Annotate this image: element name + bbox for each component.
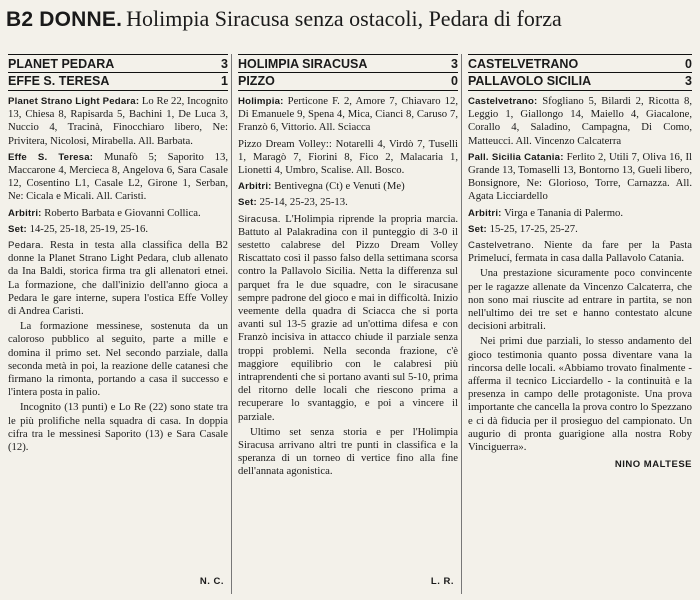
scoreboard (238, 54, 458, 91)
lineup-text: Sfogliano 5, Bilardi 2, Ricotta 8, Leggio 1, Giallongo 14, Maiello 4, Giacalone, Corallo 4, Saladino, Campagna, Di Como, Matteucci. All. Vincenzo Calcaterra (468, 95, 692, 147)
lineup-home (8, 95, 228, 148)
set-label: Set: (238, 197, 257, 209)
scoreboard (8, 54, 228, 91)
team-score: 0 (685, 57, 692, 71)
lineup-label: Pall. Sicilia Catania: (468, 151, 564, 163)
set-label: Set: (468, 223, 487, 235)
lineup-text: Perticone F. 2, Amore 7, Chiavaro 12, Di Emanuele 9, Spena 4, Mica, Cianci 8, Caruso 7, Franzò 6, Vittorio. All. Sciacca (238, 95, 458, 134)
article-paragraph (8, 239, 228, 318)
team-score: 3 (451, 57, 458, 71)
set-label: Set: (8, 223, 27, 235)
article-paragraph: Nei primi due parziali, lo stesso andamento del gioco testimonia quanto possa diventare vana la rincorsa delle locali. «Abbiamo trovato finalmente - afferma il tecnico Licciardello - la continuità e la presenza in campo delle protagoniste. Una prova importante che cancella la prova contro lo Spezzano e ci dà fiducia per il prosieguo del campionato. Un augurio di pronta guarigione alla nostra Roby Vinciguerra». (468, 335, 692, 454)
set-scores (8, 223, 228, 236)
paragraph-text: Resta in testa alla classifica della B2 donne la Planet Strano Light Pedara, club allenato da Ina Baldi, storica firma tra gli allenatori etnei. La formazione, che dall'inizio dell'anno gioca a Pedara le gare interne, supera l'ostica Effe Volley di Andrea Caristi. (8, 239, 228, 318)
article-paragraph: La formazione messinese, sostenuta da un caloroso pubblico al seguito, parte a mille e domina il primo set. Nel secondo parziale, dalla seconda metà in poi, la reazione delle catanesi che firmano la rimonta, portando a casa il successo e l'intera posta in palio. (8, 320, 228, 399)
article-paragraph (468, 239, 692, 265)
team-score: 0 (451, 74, 458, 88)
lineup-text: Pizzo Dream Volley:: Notarelli 4, Virdò 7, Tuselli 1, Maragò 7, Fiorini 8, Fico 2, Malacaria 1, Lionetti 4, Umbro, Scalise. All. Bosco. (238, 137, 458, 177)
referees-label: Arbitri: (468, 207, 502, 219)
section-tag: B2 DONNE. (6, 8, 123, 31)
referees-label: Arbitri: (8, 207, 42, 219)
scoreboard-row (8, 72, 228, 89)
referees (8, 207, 228, 220)
set-text: 14-25, 25-18, 25-19, 25-16. (29, 222, 149, 235)
scoreboard-row (468, 72, 692, 89)
team-score: 1 (221, 74, 228, 88)
lineup-label: Castelvetrano: (468, 96, 538, 107)
team-name: HOLIMPIA SIRACUSA (238, 57, 368, 71)
set-text: 15-25, 17-25, 25-27. (489, 222, 578, 235)
lineup-home (238, 95, 458, 135)
referees (238, 180, 458, 193)
lineup-away (8, 151, 228, 204)
referees-text: Bentivegna (Ct) e Venuti (Me) (274, 180, 405, 193)
scoreboard-row (238, 56, 458, 72)
team-name: EFFE S. TERESA (8, 74, 110, 88)
scoreboard (468, 54, 692, 91)
article-paragraph: Ultimo set senza storia e per l'Holimpia Siracusa arrivano altri tre punti in classifica e la speranza di un torneo di vertice fino alla fine dell'annata agonistica. (238, 425, 458, 478)
column-divider (231, 54, 232, 594)
lineup-home (468, 95, 692, 148)
article-column-pedara (8, 54, 228, 594)
set-scores (238, 196, 458, 209)
team-score: 3 (221, 57, 228, 71)
referees-text: Roberto Barbata e Giovanni Collica. (44, 206, 201, 219)
author-signature: N. C. (199, 575, 224, 587)
author-signature: NINO MALTESE (614, 459, 692, 471)
team-name: PALLAVOLO SICILIA (468, 74, 592, 88)
scoreboard-row (8, 56, 228, 72)
scoreboard-row (238, 72, 458, 89)
column-divider (461, 54, 462, 594)
article-column-castelvetrano (468, 54, 692, 594)
lineup-text: Lo Re 22, Incognito 13, Chiesa 8, Rapisarda 5, Bachini 1, De Luca 3, Nuccio 4, Tracinà, Finocchiaro libero, Ne: Privitera, Nicolosi, Mirabella. All. Barbata. (8, 95, 228, 147)
article-paragraph: Incognito (13 punti) e Lo Re (22) sono state tra le più prolifiche nella squadra di casa. In doppia cifra tra le messinesi Saporito (13) e Sara Casale (12). (8, 401, 228, 454)
lineup-text: Munafò 5; Saporito 13, Maccarone 4, Mercieca 8, Angelova 6, Sara Casale 12, Cosentino L1, Casale L2, Girone 1, Serban, Ne: Cicala e Micali. All. Caristi. (8, 150, 228, 203)
lineup-text: Ferlito 2, Utili 7, Oliva 16, Il Grande 13, Tomaselli 13, Bontorno 13, Gueli libero, Bonsignore, Ne: Glorioso, Torre, Carnazza. All. Agata Licciardello (468, 150, 692, 203)
team-name: PLANET PEDARA (8, 57, 115, 71)
dateline: Castelvetrano. (468, 240, 535, 252)
article-paragraph: Una prestazione sicuramente poco convincente per le ragazze allenate da Vincenzo Calcaterra, che non sono mai riuscite ad entrare in partita, se non nell'ultimo dei tre set e hanno contestato alcune decisioni arbitrali. (468, 267, 692, 333)
article-column-siracusa (238, 54, 458, 594)
author-signature: L. R. (430, 575, 454, 587)
team-name: CASTELVETRANO (468, 57, 579, 71)
lineup-label: Holimpia: (238, 96, 284, 107)
lineup-away (468, 151, 692, 204)
article-paragraph (238, 213, 458, 424)
set-scores (468, 223, 692, 236)
dateline: Siracusa. (238, 213, 281, 225)
dateline: Pedara. (8, 240, 44, 252)
set-text: 25-14, 25-23, 25-13. (259, 196, 348, 209)
lineup-away (238, 138, 458, 178)
referees-label: Arbitri: (238, 181, 272, 193)
headline-title: Holimpia Siracusa senza ostacoli, Pedara di forza (126, 6, 562, 31)
team-name: PIZZO (238, 74, 275, 88)
section-headline (6, 6, 694, 42)
referees (468, 207, 692, 220)
team-score: 3 (685, 74, 692, 88)
paragraph-text: L'Holimpia riprende la propria marcia. Battuto al Palakradina con il punteggio di 3-0 il sestetto calabrese del Pizzo Dream Volley Riscattato così il passo falso della settimana scorsa contro la Pallavolo Sicilia. Netta la differenza sul parquet fra le due squadre, con le siracusane sempre padrone del gioco e mai in difficoltà. Inizio veemente della quadra di Sciacca che si porta avanti sul 13-5 grazie ad un'ottima difesa e con Franzò incisiva in attacco chiude il parziale senza troppi problemi. Nella seconda frazione, c'è maggiore equilibrio con le calabresi più intraprendenti che si portano avanti sul 5-10, prima del ritorno delle locali che riescono prima a recuperare lo svantaggio, e poi a vincere il parziale. (238, 212, 458, 423)
lineup-label: Planet Strano Light Pedara: (8, 96, 140, 107)
referees-text: Virga e Tanania di Palermo. (504, 206, 624, 219)
scoreboard-row (468, 56, 692, 72)
lineup-label: Effe S. Teresa: (8, 151, 94, 163)
paragraph-text: Niente da fare per la Pasta Primelucí, fermata in casa dalla Pallavolo Catania. (468, 239, 692, 265)
